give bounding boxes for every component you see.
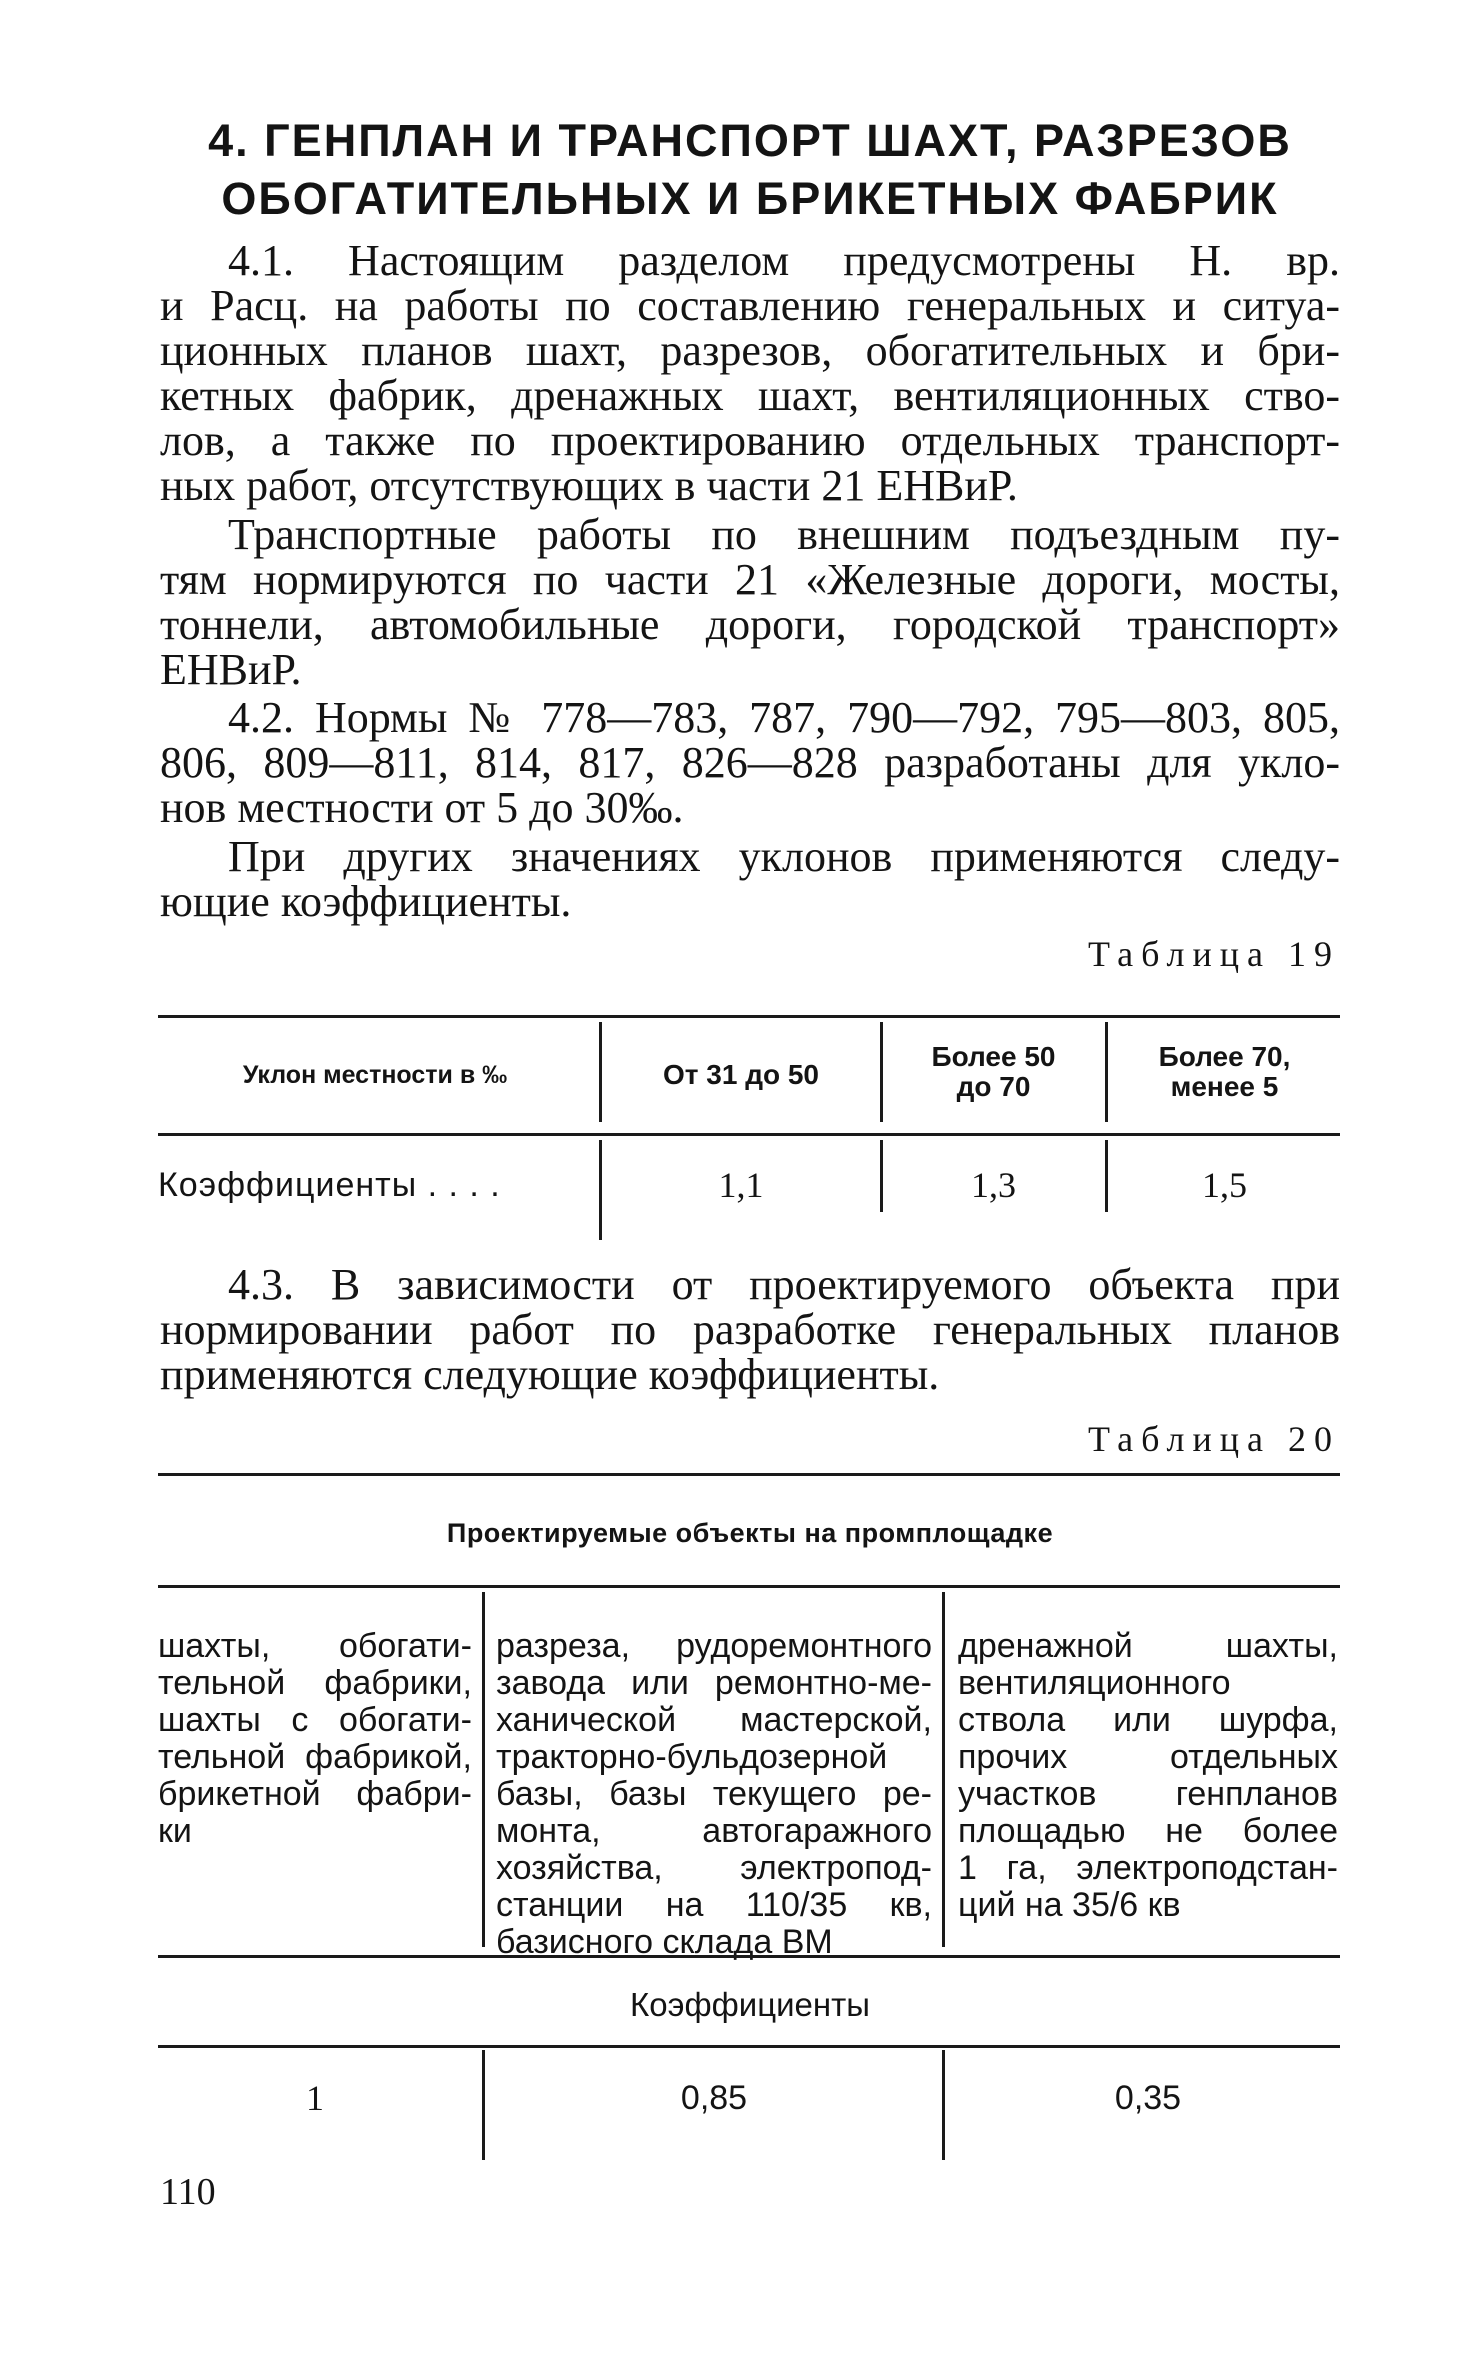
table20-col-drainage-line: дренажной шахты,: [958, 1627, 1338, 1665]
table19-header-over-70: [1112, 1042, 1337, 1102]
table20-col-drainage-line: ций на 35/6 кв: [958, 1886, 1181, 1924]
p41-line: и Расц. на работы по составлению генеральных и ситуа-: [160, 281, 1340, 330]
table20-col-pit-line: базисного склада ВМ: [496, 1923, 833, 1961]
table20-col-pit-line: тракторно-бульдозерной: [496, 1738, 888, 1776]
table20-header: Проектируемые объекты на промплощадке: [446, 1518, 1054, 1548]
table19-header-rule: [158, 1133, 1340, 1136]
transport-line: тям нормируются по части 21 «Железные дороги, мосты,: [160, 555, 1340, 604]
table20-col-drainage-line: 1 га, электроподстан-: [958, 1849, 1338, 1887]
table20-value-2: 0,85: [680, 2079, 748, 2117]
p41-line: ных работ, отсутствующих в части 21 ЕНВиР.: [160, 461, 1018, 510]
table20-col-pit-line: завода или ремонтно-ме-: [496, 1664, 932, 1702]
table19-value-3: 1,5: [1202, 1165, 1247, 1205]
table20-coef-header: Коэффициенты: [630, 1986, 870, 2023]
table19-top-rule: [158, 1015, 1340, 1018]
other-line: При других значениях уклонов применяются следу-: [228, 832, 1340, 881]
transport-line: ЕНВиР.: [160, 645, 302, 694]
p41-line: лов, а также по проектированию отдельных транспорт-: [160, 416, 1340, 465]
p41-line: 4.1. Настоящим разделом предусмотрены Н. вр.: [228, 236, 1340, 285]
table20-caption: Таблица 20: [1088, 1419, 1340, 1459]
table20-col-pit-line: станции на 110/35 кв,: [496, 1886, 932, 1924]
table20-col-mine: [158, 1628, 472, 1850]
table20-top-rule: [158, 1473, 1340, 1476]
table20-col-pit-line: ханической мастерской,: [496, 1701, 932, 1739]
p42-line: нов местности от 5 до 30‰.: [160, 783, 684, 832]
table20-col-drainage-line: площадью не более: [958, 1812, 1338, 1850]
p43-line: нормировании работ по разработке генеральных планов: [160, 1305, 1340, 1354]
p43-line: 4.3. В зависимости от проектируемого объекта при: [228, 1260, 1340, 1309]
table19-col-divider: [599, 1022, 602, 1122]
table19-header-slope: Уклон местности в ‰: [242, 1061, 508, 1089]
table19-col-divider: [1105, 1022, 1108, 1122]
section-heading-line2: ОБОГАТИТЕЛЬНЫХ И БРИКЕТНЫХ ФАБРИК: [221, 173, 1279, 224]
table19-row-label: Коэффициенты . . . .: [158, 1166, 501, 1204]
table19-header-50-70: [886, 1042, 1101, 1102]
transport-line: Транспортные работы по внешним подъездным пу-: [228, 510, 1340, 559]
table19-col-divider: [880, 1140, 883, 1212]
table20-col-divider: [482, 2050, 485, 2160]
table20-col-mine-line: брикетной фабри-: [158, 1775, 472, 1813]
p42-line: 4.2. Нормы № 778—783, 787, 790—792, 795—803, 805,: [228, 693, 1340, 742]
transport-line: тоннели, автомобильные дороги, городской транспорт»: [160, 600, 1340, 649]
table19-header-31-50: От 31 до 50: [663, 1059, 819, 1090]
table20-col-mine-line: шахты с обогати-: [158, 1701, 472, 1739]
table20-col-pit-line: базы, базы текущего ре-: [496, 1775, 932, 1813]
table20-col-drainage-line: прочих отдельных: [958, 1738, 1338, 1776]
table20-col-drainage-line: ствола или шурфа,: [958, 1701, 1338, 1739]
table19-col-divider: [599, 1140, 602, 1240]
table20-col-mine-line: тельной фабрикой,: [158, 1738, 472, 1776]
table20-col-mine-line: ки: [158, 1812, 192, 1850]
p42-line: 806, 809—811, 814, 817, 826—828 разработаны для укло-: [160, 738, 1340, 787]
table20-col-divider: [942, 1592, 945, 1947]
table20-col-mine-line: тельной фабрики,: [158, 1664, 472, 1702]
table20-col-pit-line: разреза, рудоремонтного: [496, 1627, 932, 1665]
table19-col-divider: [880, 1022, 883, 1122]
table20-col-pit-line: хозяйства, электропод-: [496, 1849, 932, 1887]
table19-value-2: 1,3: [971, 1165, 1016, 1205]
table20-col-drainage-line: вентиляционного: [958, 1664, 1231, 1702]
p43-line: применяются следующие коэффициенты.: [160, 1350, 940, 1399]
table20-col-divider: [482, 1592, 485, 1947]
table19-header-over-70-line1: Более 70,: [1158, 1041, 1291, 1072]
table20-col-divider: [942, 2050, 945, 2160]
other-line: ющие коэффициенты.: [160, 877, 572, 926]
p41-line: ционных планов шахт, разрезов, обогатительных и бри-: [160, 326, 1340, 375]
table20-col-drainage: [958, 1628, 1338, 1924]
table19-header-50-70-line1: Более 50: [931, 1041, 1056, 1072]
table20-value-3: 0,35: [1114, 2079, 1182, 2117]
page-number: 110: [160, 2171, 216, 2213]
table20-col-drainage-line: участков генпланов: [958, 1775, 1338, 1813]
p41-line: кетных фабрик, дренажных шахт, вентиляционных ство-: [160, 371, 1340, 420]
table20-col-pit: [496, 1628, 932, 1961]
table20-col-mine-line: шахты, обогати-: [158, 1627, 472, 1665]
table19-caption: Таблица 19: [1088, 934, 1340, 974]
table20-coef-rule: [158, 2045, 1340, 2048]
table19-header-50-70-line2: до 70: [956, 1071, 1031, 1102]
table20-mid-rule: [158, 1955, 1340, 1958]
table20-header-rule: [158, 1585, 1340, 1588]
table19-header-over-70-line2: менее 5: [1170, 1071, 1279, 1102]
table20-col-pit-line: монта, автогаражного: [496, 1812, 932, 1850]
section-heading-line1: 4. ГЕНПЛАН И ТРАНСПОРТ ШАХТ, РАЗРЕЗОВ: [208, 115, 1292, 166]
table19-col-divider: [1105, 1140, 1108, 1212]
table19-value-1: 1,1: [718, 1165, 764, 1205]
table20-value-1: 1: [306, 2078, 324, 2118]
